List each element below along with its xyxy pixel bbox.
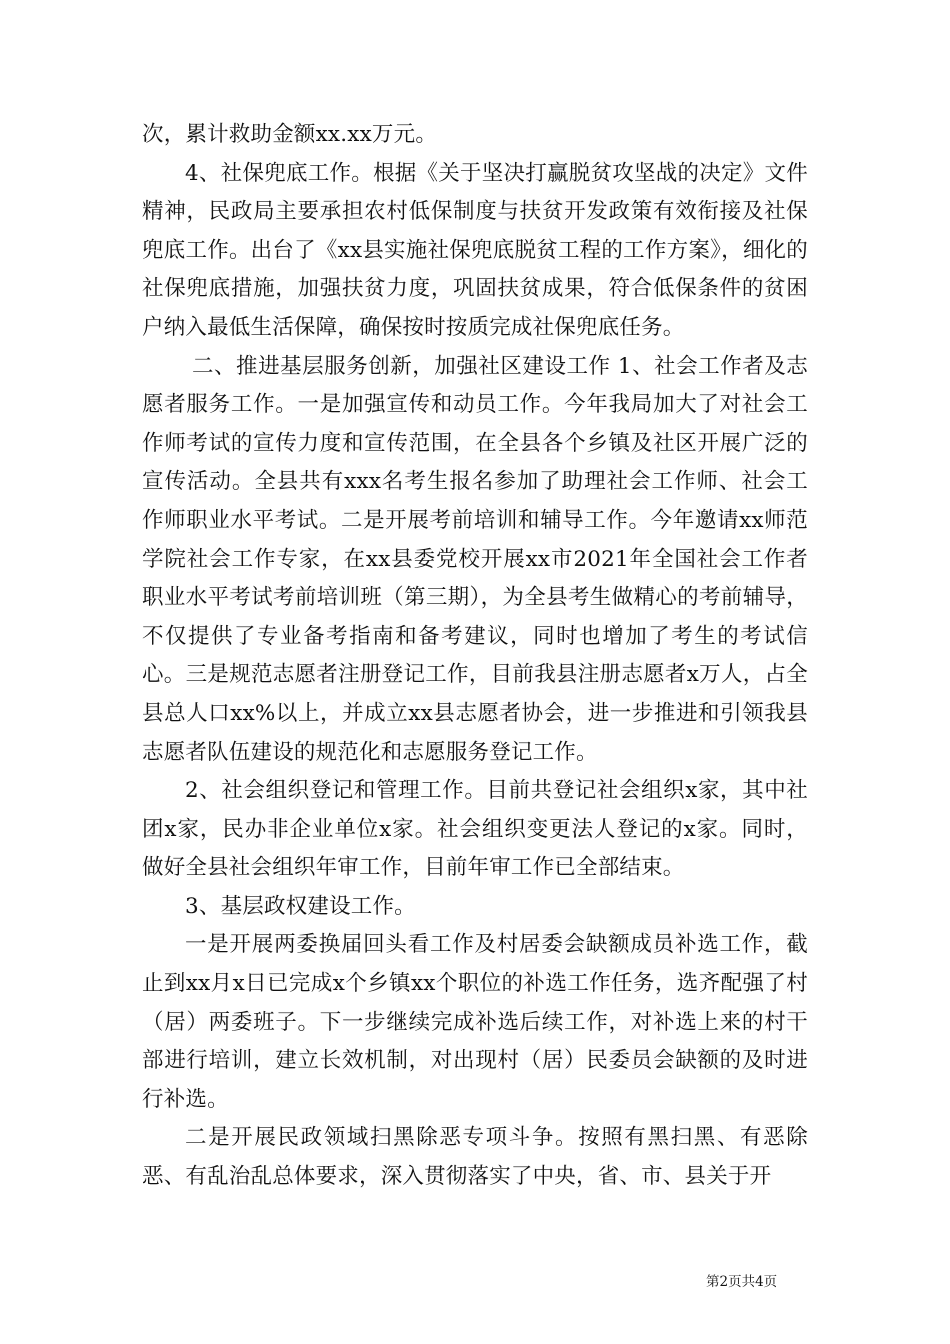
paragraph-social-organizations: 2、社会组织登记和管理工作。目前共登记社会组织x家，其中社团x家，民办非企业单位x家。社会组织变更法人登记的x家。同时，做好全县社会组织年审工作，目前年审工作已全部结束。 <box>142 778 808 881</box>
paragraph-anti-crime-campaign: 二是开展民政领域扫黑除恶专项斗争。按照有黑扫黑、有恶除恶、有乱治乱总体要求，深入贯彻落实了中央，省、市、县关于开 <box>142 1125 808 1190</box>
paragraph-social-security: 4、社保兜底工作。根据《关于坚决打赢脱贫攻坚战的决定》文件精神，民政局主要承担农村低保制度与扶贫开发政策有效衔接及社保兜底工作。出台了《xx县实施社保兜底脱贫工程的工作方案》，细化的社保兜底措施，加强扶贫力度，巩固扶贫成果，符合低保条件的贫困户纳入最低生活保障，确保按时按质完成社保兜底任务。 <box>142 160 808 340</box>
paragraph-grassroots-service: 二、推进基层服务创新，加强社区建设工作 1、社会工作者及志愿者服务工作。一是加强宣传和动员工作。今年我局加大了对社会工作师考试的宣传力度和宣传范围，在全县各个乡镇及社区开展广泛的宣传活动。全县共有xxx名考生报名参加了助理社会工作师、社会工作师职业水平考试。二是开展考前培训和辅导工作。今年邀请xx师范学院社会工作专家，在xx县委党校开展xx市2021年全国社会工作者职业水平考试考前培训班（第三期），为全县考生做精心的考前辅导，不仅提供了专业备考指南和备考建议，同时也增加了考生的考试信心。三是规范志愿者注册登记工作，目前我县注册志愿者x万人，占全县总人口xx%以上，并成立xx县志愿者协会，进一步推进和引领我县志愿者队伍建设的规范化和志愿服务登记工作。 <box>142 353 808 765</box>
page-number: 第2页共4页 <box>706 1274 778 1290</box>
paragraph-continuation: 次，累计救助金额xx.xx万元。 <box>142 122 438 147</box>
document-body <box>142 116 808 1197</box>
paragraph-committee-elections: 一是开展两委换届回头看工作及村居委会缺额成员补选工作，截止到xx月x日已完成x个乡镇xx个职位的补选工作任务，选齐配强了村（居）两委班子。下一步继续完成补选后续工作，对补选上来的村干部进行培训，建立长效机制，对出现村（居）民委员会缺额的及时进行补选。 <box>142 932 808 1112</box>
section-heading-grassroots-governance: 3、基层政权建设工作。 <box>185 893 416 919</box>
